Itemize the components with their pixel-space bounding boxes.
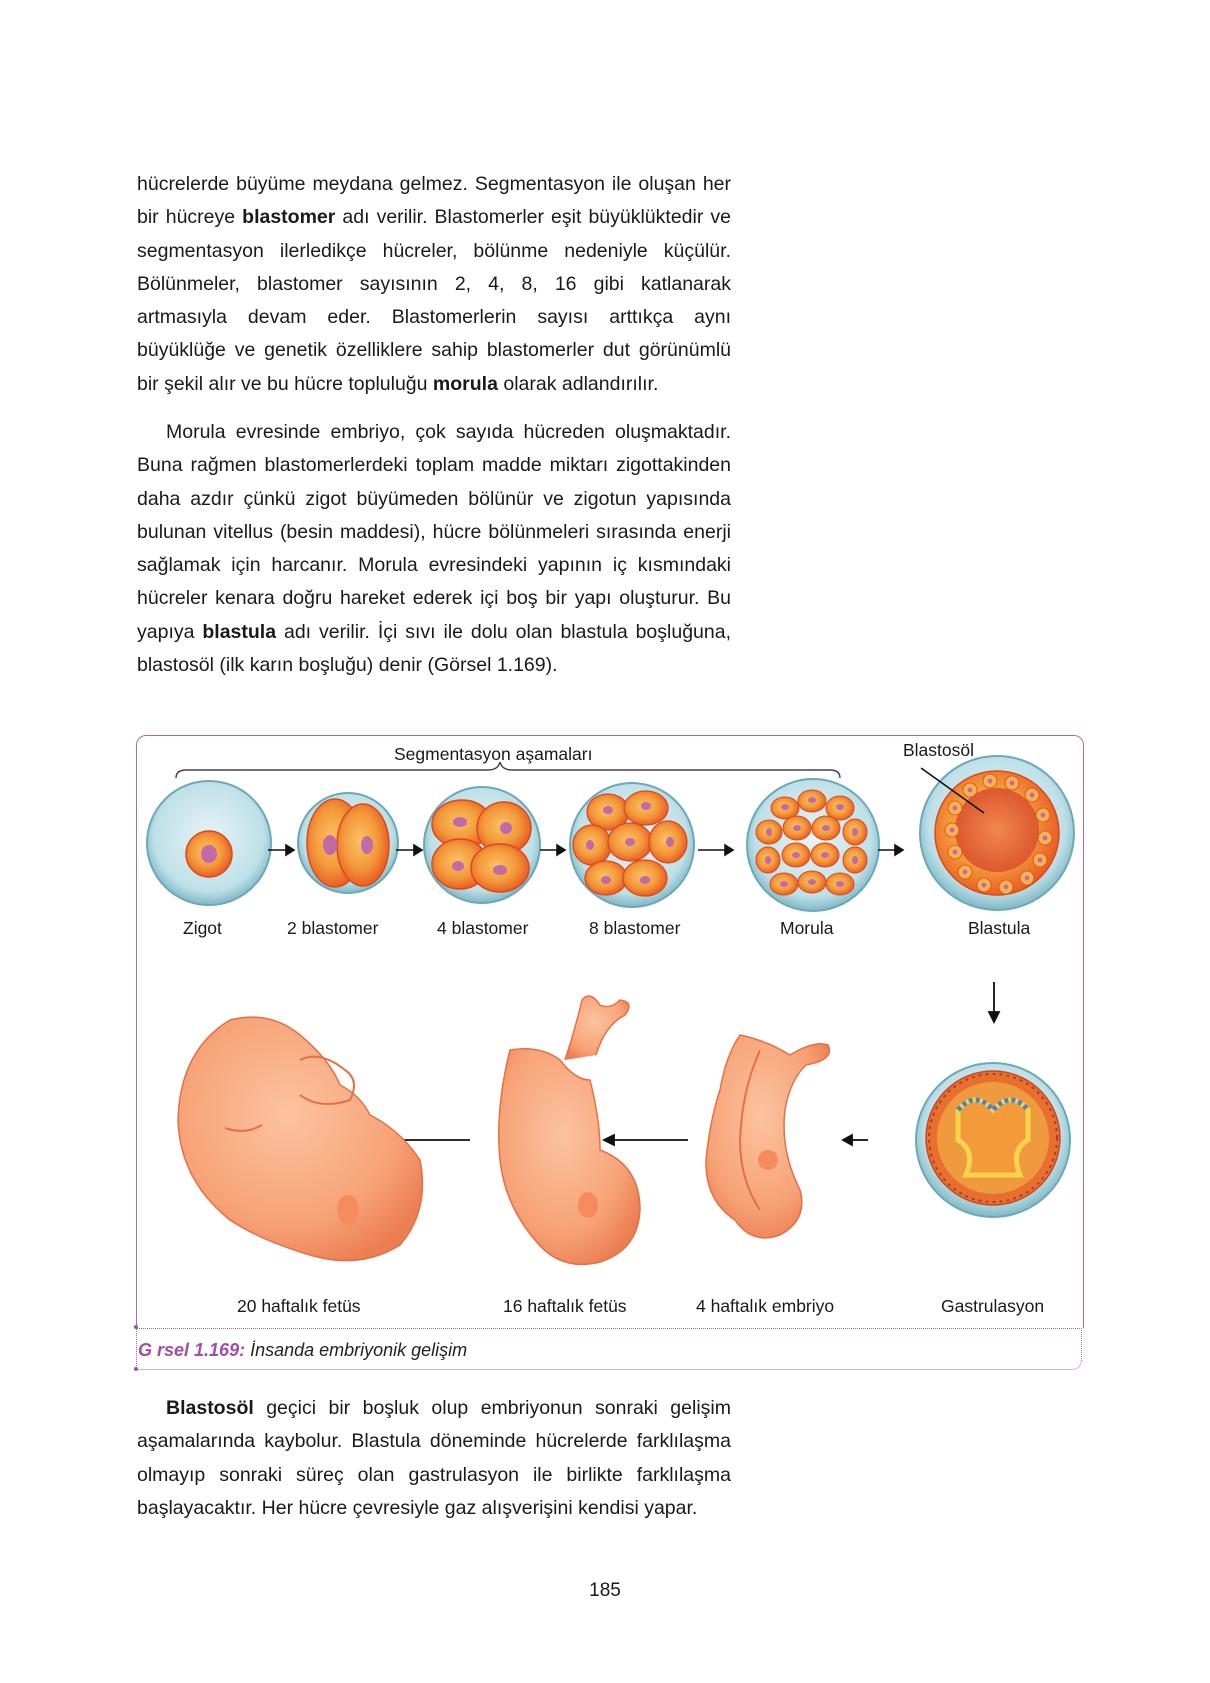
twenty-week-fetus-image — [178, 1017, 423, 1260]
paragraph-2: Morula evresinde embriyo, çok sayıda hücreden oluşmaktadır. Buna rağmen blastomerlerdeki toplam madde miktarı zigottakinden daha azdır çünkü zigot büyümeden bölünür ve zigotun yapısında bulunan vitellus (besin maddesi), hücre bölünmeleri sırasında enerji sağlamak için harcanır. Morula evresindeki yapının iç kısmındaki hücreler kenara doğru hareket ederek içi boş bir yapı oluşturur. Bu yapıya blastula adı verilir. İçi sıvı ile dolu olan blastula boşluğuna, blastosöl (ilk karın boşluğu) denir (Görsel 1.169). — [137, 421, 732, 677]
paragraph-3: Blastosöl geçici bir boşluk olup embriyonun sonraki gelişim aşamalarında kaybolur. Blastula döneminde hücrelerde farklılaşma olmayıp sonraki süreç olan gastrulasyon ile birlikte farklılaşma başlayacaktır. Her hücre çevresiyle gaz alışverişini kendisi yapar. — [137, 1397, 731, 1519]
four-blastomer-image — [424, 787, 540, 903]
paragraph-1: hücrelerde büyüme meydana gelmez. Segmentasyon ile oluşan her bir hücreye blastomer adı verilir. Blastomerler eşit büyüklüktedir ve segmentasyon ilerledikçe hücreler, bölünme nedeniyle küçülür. Bölünmeler, blastomer sayısının 2, 4, 8, 16 gibi katlanarak artmasıyla devam eder. Blastomerlerin sayısı arttıkça aynı büyüklüğe ve genetik özelliklere sahip blastomerler dut görünümlü bir şekil alır ve bu hücre topluluğu morula olarak adlandırılır. — [137, 173, 731, 395]
stage-label-2-blastomer: 2 blastomer — [287, 918, 379, 938]
bottom-arrows — [386, 1135, 868, 1145]
page-number: 185 — [589, 1580, 621, 1601]
two-blastomer-image — [298, 793, 398, 893]
stage-label-zigot: Zigot — [183, 918, 222, 938]
stage-label-4-blastomer: 4 blastomer — [437, 918, 529, 938]
eight-blastomer-image — [570, 783, 694, 907]
zigot-image — [147, 781, 271, 905]
caption-dot-bottom — [134, 1367, 138, 1371]
stage-label-8-blastomer: 8 blastomer — [589, 918, 681, 938]
stage-label-blastula: Blastula — [968, 918, 1031, 938]
stage-label-4-week: 4 haftalık embriyo — [696, 1296, 835, 1316]
segment-title: Segmentasyon aşamaları — [394, 744, 593, 764]
stage-label-gastrulasyon: Gastrulasyon — [941, 1296, 1045, 1316]
blastula-image — [920, 756, 1074, 910]
figure-caption: G rsel 1.169: İnsanda embriyonik gelişim — [138, 1340, 468, 1360]
stage-label-16-week: 16 haftalık fetüs — [503, 1296, 627, 1316]
gastrulasyon-image — [916, 1063, 1070, 1217]
caption-dot-top — [134, 1325, 138, 1329]
blastosol-label: Blastosöl — [903, 740, 975, 760]
stage-label-20-week: 20 haftalık fetüs — [237, 1296, 361, 1316]
stage-label-morula: Morula — [780, 918, 834, 938]
four-week-embryo-image — [706, 1035, 829, 1238]
down-arrow — [989, 982, 999, 1022]
morula-image — [747, 779, 879, 911]
sixteen-week-fetus-image — [499, 996, 640, 1264]
